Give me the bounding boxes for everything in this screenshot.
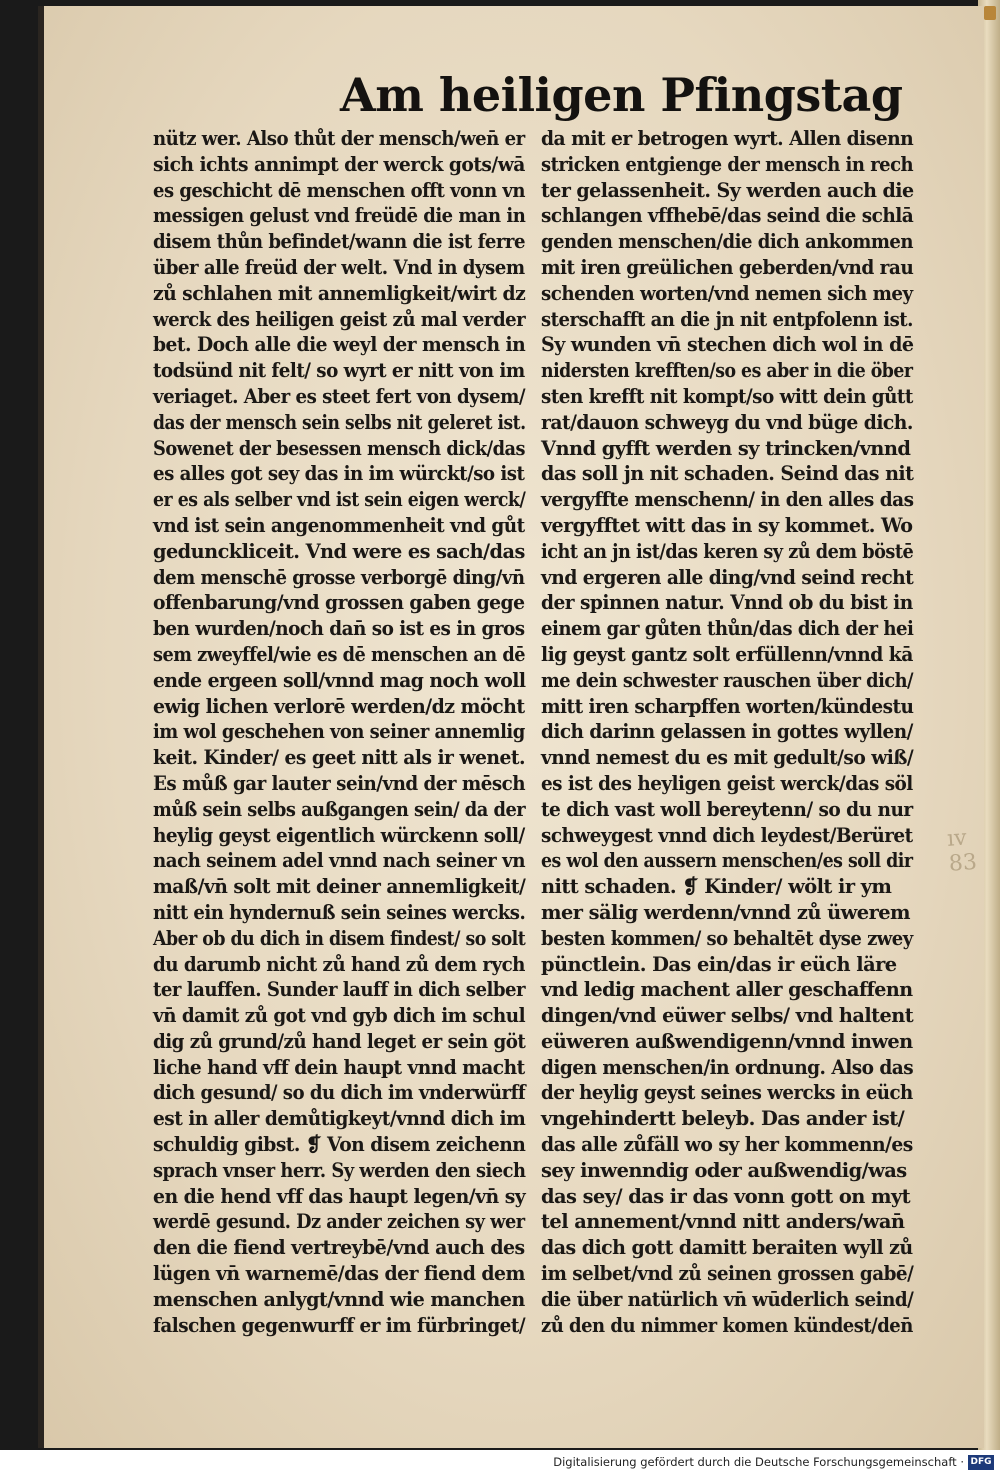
text-line: bet. Doch alle die weyl der mensch in bbox=[153, 333, 526, 357]
text-line: ter lauffen. Sunder lauff in dich selber bbox=[153, 978, 526, 1002]
text-line: Aber ob du dich in disem findest/ so solt bbox=[153, 926, 526, 950]
text-line: pünctlein. Das ein/das ir eüch läre bbox=[541, 952, 897, 976]
text-line: werdē gesund. Dz ander zeichen sy wer bbox=[153, 1210, 525, 1234]
text-line: eüweren außwendigenn/vnnd inwen bbox=[541, 1029, 913, 1053]
text-line: lügen vn̄ warnemē/das der fiend dem bbox=[153, 1262, 525, 1286]
text-line: lig geyst gantz solt erfüllenn/vnnd kā bbox=[541, 642, 913, 666]
text-line: stricken entgienge der mensch in rech bbox=[541, 152, 914, 176]
text-line: mit iren greülichen geberden/vnd rau bbox=[541, 255, 914, 279]
text-line: es alles got sey das in im würckt/so ist bbox=[153, 462, 525, 486]
text-line: über alle freüd der welt. Vnd in dysem bbox=[153, 255, 525, 279]
text-line: er es als selber vnd ist sein eigen werck/ bbox=[153, 488, 526, 512]
text-line: du darumb nicht zů hand zů dem rych bbox=[153, 952, 525, 976]
text-line: vergyffte menschenn/ in den alles das bbox=[541, 488, 914, 512]
text-line: rat/dauon schweyg du vnd büge dich. bbox=[541, 410, 913, 434]
text-line: Es můß gar lauter sein/vnd der mēsch bbox=[153, 771, 526, 795]
text-line: nach seinem adel vnnd nach seiner vn bbox=[153, 849, 526, 873]
margin-annotation: ıv 83 bbox=[946, 825, 978, 877]
text-line: sterschafft an die jn nit entpfolenn ist. bbox=[541, 307, 913, 331]
text-line: schlangen vffhebē/das seind die schlā bbox=[541, 204, 914, 228]
bookmark-tab bbox=[984, 6, 996, 20]
text-line: icht an jn ist/das keren sy zů dem böstē bbox=[541, 539, 914, 563]
text-line: ende ergeen soll/vnnd mag noch woll bbox=[153, 668, 526, 692]
text-line: falschen gegenwurff er im fürbringet/ bbox=[153, 1313, 526, 1337]
text-line: besten kommen/ so behaltēt dyse zwey bbox=[541, 926, 913, 950]
text-line: das soll jn nit schaden. Seind das nit bbox=[541, 462, 914, 486]
text-line: da mit er betrogen wyrt. Allen disenn bbox=[541, 127, 914, 150]
text-line: messigen gelust vnd freüdē die man in bbox=[153, 204, 526, 228]
text-line: nidersten krefften/so es aber in die öber bbox=[541, 359, 913, 383]
text-line: keit. Kinder/ es geet nitt als ir wenet. bbox=[153, 746, 525, 770]
text-line: Vnnd gyfft werden sy trincken/vnnd bbox=[541, 436, 911, 460]
text-line: gedunckliceit. Vnd were es sach/das bbox=[153, 539, 525, 563]
text-line: ewig lichen verlorē werden/dz möcht bbox=[153, 694, 525, 718]
text-line: nitt schaden. ❡ Kinder/ wölt ir ym bbox=[541, 875, 892, 899]
text-line: sprach vnser herr. Sy werden den siech bbox=[153, 1158, 526, 1182]
text-line: ben wurden/noch dan̄ so ist es in gros bbox=[153, 617, 525, 641]
text-line: nütz wer. Also thůt der mensch/wen̄ er bbox=[153, 127, 525, 150]
text-line: Sy wunden vn̄ stechen dich wol in dē bbox=[541, 333, 914, 357]
text-line: zů den du nimmer komen kündest/den̄ bbox=[541, 1313, 913, 1337]
text-line: sem zweyffel/wie es dē menschen an dē bbox=[153, 642, 526, 666]
text-column-left bbox=[153, 126, 526, 1338]
text-line: offenbarung/vnd grossen gaben gege bbox=[153, 591, 525, 615]
text-line: dich darinn gelassen in gottes wyllen/ bbox=[541, 720, 913, 744]
text-line: genden menschen/die dich ankommen bbox=[541, 230, 913, 254]
text-line: werck des heiligen geist zů mal verder bbox=[153, 307, 526, 331]
text-line: heylig geyst eigentlich würckenn soll/ bbox=[153, 823, 525, 847]
text-line: vergyfftet witt das in sy kommet. Wo bbox=[541, 513, 913, 537]
text-line: einem gar gůten thůn/das dich der hei bbox=[541, 617, 914, 641]
text-line: dem menschē grosse verborgē ding/vn̄ bbox=[153, 565, 525, 589]
text-line: vnnd nemest du es mit gedult/so wiß/ bbox=[541, 746, 914, 770]
text-column-right bbox=[541, 126, 914, 1338]
text-line: schweygest vnnd dich leydest/Berüret bbox=[541, 823, 913, 847]
text-line: der spinnen natur. Vnnd ob du bist in bbox=[541, 591, 913, 615]
text-line: dich gesund/ so du dich im vnderwürff bbox=[153, 1081, 526, 1105]
text-line: das der mensch sein selbs nit geleret ist. bbox=[153, 410, 526, 434]
text-line: digen menschen/in ordnung. Also das bbox=[541, 1055, 914, 1079]
text-line: im selbet/vnd zů seinen grossen gabē/ bbox=[541, 1262, 914, 1286]
text-line: es wol den aussern menschen/es soll dir bbox=[541, 849, 913, 873]
text-line: das dich gott damitt beraiten wyll zů bbox=[541, 1236, 913, 1260]
text-line: tel annement/vnnd nitt anders/wan̄ bbox=[541, 1210, 905, 1234]
text-line: der heylig geyst seines wercks in eüch bbox=[541, 1081, 913, 1105]
text-line: menschen anlygt/vnnd wie manchen bbox=[153, 1287, 525, 1311]
text-line: sten krefft nit kompt/so witt dein gůtt bbox=[541, 384, 913, 408]
text-line: sey inwenndig oder außwendig/was bbox=[541, 1158, 907, 1182]
text-line: das alle zůfäll wo sy her kommenn/es bbox=[541, 1133, 913, 1157]
text-line: schuldig gibst. ❡ Von disem zeichenn bbox=[153, 1133, 526, 1157]
dfg-logo: DFG bbox=[968, 1455, 994, 1470]
text-line: vngehindertt beleyb. Das ander ist/ bbox=[541, 1107, 905, 1131]
text-line: vnd ist sein angenommenheit vnd gůt bbox=[153, 513, 525, 537]
text-line: es geschicht dē menschen offt vonn vn bbox=[153, 178, 525, 202]
text-line: vnd ledig machent aller geschaffenn bbox=[541, 978, 913, 1002]
funding-notice: Digitalisierung gefördert durch die Deutsche Forschungsgemeinschaft · bbox=[553, 1455, 964, 1469]
text-line: schenden worten/vnd nemen sich mey bbox=[541, 281, 913, 305]
text-line: dingen/vnd eüwer selbs/ vnd haltent bbox=[541, 1004, 914, 1028]
text-line: vnd ergeren alle ding/vnd seind recht bbox=[541, 565, 914, 589]
text-line: můß sein selbs außgangen sein/ da der bbox=[153, 797, 526, 821]
page-heading: Am heiligen Pfingstag bbox=[340, 68, 903, 122]
footer-bar bbox=[0, 1450, 1000, 1476]
text-line: die über natürlich vn̄ wūderlich seind/ bbox=[541, 1287, 914, 1311]
text-line: im wol geschehen von seiner annemlig bbox=[153, 720, 525, 744]
text-line: mitt iren scharpffen worten/kündestu bbox=[541, 694, 914, 718]
text-line: es ist des heyligen geist werck/das söl bbox=[541, 771, 913, 795]
text-line: est in aller demůtigkeyt/vnnd dich im bbox=[153, 1107, 526, 1131]
text-line: zů schlahen mit annemligkeit/wirt dz bbox=[153, 281, 526, 305]
text-line: nitt ein hyndernuß sein seines wercks. bbox=[153, 900, 526, 924]
text-line: sich ichts annimpt der werck gots/wā bbox=[153, 152, 525, 176]
text-line: veriaget. Aber es steet fert von dysem/ bbox=[153, 384, 525, 408]
text-line: das sey/ das ir das vonn gott on myt bbox=[541, 1184, 911, 1208]
text-line: vn̄ damit zů got vnd gyb dich im schul bbox=[153, 1004, 526, 1028]
text-line: ter gelassenheit. Sy werden auch die bbox=[541, 178, 914, 202]
text-line: liche hand vff dein haupt vnnd macht bbox=[153, 1055, 525, 1079]
text-line: disem thůn befindet/wann die ist ferre bbox=[153, 230, 525, 254]
text-line: Sowenet der besessen mensch dick/das bbox=[153, 436, 526, 460]
text-line: me dein schwester rauschen über dich/ bbox=[541, 668, 914, 692]
text-line: dig zů grund/zů hand leget er sein göt bbox=[153, 1029, 526, 1053]
text-line: maß/vn̄ solt mit deiner annemligkeit/ bbox=[153, 875, 526, 899]
text-line: den die fiend vertreybē/vnd auch des bbox=[153, 1236, 525, 1260]
text-line: te dich vast woll bereytenn/ so du nur bbox=[541, 797, 913, 821]
text-line: todsünd nit felt/ so wyrt er nitt von im bbox=[153, 359, 525, 383]
text-line: en die hend vff das haupt legen/vn̄ sy bbox=[153, 1184, 526, 1208]
text-line: mer sälig werdenn/vnnd zů üwerem bbox=[541, 900, 910, 924]
